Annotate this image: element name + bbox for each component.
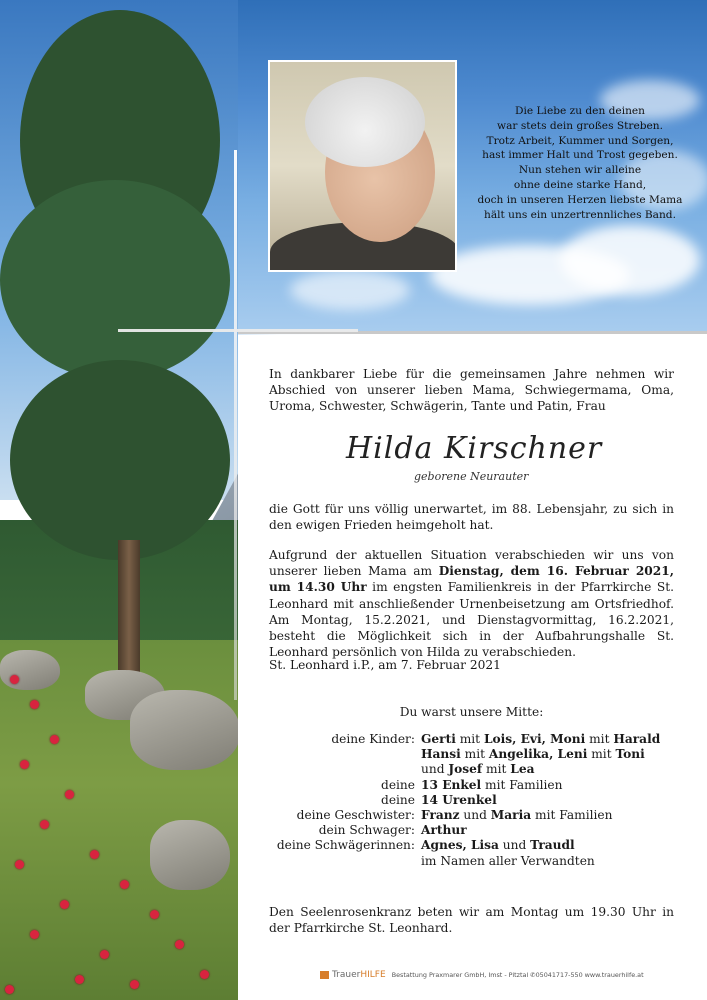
family-row	[269, 732, 660, 747]
farewell-date: Dienstag, dem 16. Februar 2021, um 14.30 Uhr	[269, 564, 674, 595]
family-row	[269, 747, 660, 762]
place-date: St. Leonhard i.P., am 7. Februar 2021	[269, 658, 501, 672]
rock	[0, 650, 60, 690]
family-row	[269, 808, 660, 823]
family-names: im Namen aller Verwandten	[421, 853, 595, 868]
farewell-text	[269, 547, 674, 660]
footer	[320, 970, 644, 980]
farewell-part: im engsten Familienkreis in der Pfarrkirche St. Leonhard mit anschließender Urnenbeisetzung am Ortsfriedhof. Am Montag, 15.2.2021, und Dienstagvormittag, 16.2.2021, besteht die Möglichkeit sich in der Aufbahrungshalle St. Leonhard persönlich von Hilda zu verabschieden.	[269, 580, 674, 660]
portrait-photo	[268, 60, 457, 272]
poem-line: hast immer Halt und Trost gegeben.	[482, 149, 678, 162]
poem-line: war stets dein großes Streben.	[497, 119, 663, 132]
cross-horizontal	[118, 329, 358, 332]
family-row	[269, 762, 660, 777]
mitte-heading: Du warst unsere Mitte:	[399, 705, 544, 719]
relation-label: deine Kinder:	[331, 732, 415, 746]
relation-label: deine	[381, 777, 415, 792]
family-row	[269, 854, 660, 869]
cross-vertical	[234, 150, 237, 700]
family-names: 13 Enkel mit Familien	[421, 777, 563, 792]
tree-trunk	[118, 540, 140, 680]
rock	[150, 820, 230, 890]
tree-crown	[10, 360, 230, 560]
poem-line: doch in unseren Herzen liebste Mama	[477, 193, 683, 206]
family-row	[269, 793, 660, 808]
tree-crown	[0, 180, 230, 380]
farewell-part: Aufgrund der aktuellen Situation verabschieden wir uns von unserer lieben Mama am	[269, 548, 674, 579]
poem-line: Die Liebe zu den deinen	[515, 105, 645, 117]
trauerhilfe-logo-icon	[320, 971, 329, 979]
family-row	[269, 838, 660, 853]
rock	[130, 690, 238, 770]
relation-label: deine	[381, 792, 415, 807]
poem-line: Trotz Arbeit, Kummer und Sorgen,	[486, 134, 674, 147]
passing-text: die Gott für uns völlig unerwartet, im 88. Lebensjahr, zu sich in den ewigen Frieden heimgeholt hat.	[269, 502, 674, 533]
poem-line: hält uns ein unzertrennliches Band.	[484, 208, 676, 221]
portrait-hair	[305, 77, 425, 167]
relation-label: dein Schwager:	[318, 823, 415, 838]
family-names: 14 Urenkel	[421, 792, 497, 807]
family-row	[269, 778, 660, 793]
family-names: Arthur	[421, 823, 467, 838]
deceased-name: Hilda Kirschner	[346, 431, 603, 466]
cloud	[290, 270, 410, 310]
family-list	[269, 732, 660, 869]
relation-label: deine Schwägerinnen:	[276, 838, 415, 853]
poem-line: Nun stehen wir alleine	[518, 164, 642, 177]
intro-text: In dankbarer Liebe für die gemeinsamen Jahre nehmen wir Abschied von unserer lieben Mama, Schwiegermama, Oma, Uroma, Schwester, Schwägerin, Tante und Patin, Frau	[269, 367, 674, 414]
family-names: Gerti mit Lois, Evi, Moni mit Harald	[421, 732, 661, 746]
family-names: und Josef mit Lea	[421, 762, 535, 777]
birth-name: geborene Neurauter	[414, 470, 529, 483]
family-row	[269, 823, 660, 838]
family-names: Agnes, Lisa und Traudl	[421, 838, 575, 853]
brand-name: TrauerHILFE	[332, 970, 386, 980]
rosary-text: Den Seelenrosenkranz beten wir am Montag um 19.30 Uhr in der Pfarrkirche St. Leonhard.	[269, 905, 674, 936]
footer-info: Bestattung Praxmarer GmbH, Imst - Pitztal ✆05041717-550 www.trauerhilfe.at	[391, 971, 644, 979]
family-names: Franz und Maria mit Familien	[421, 808, 613, 823]
poem	[470, 104, 690, 222]
landscape-photo	[0, 0, 238, 1000]
cloud	[560, 225, 700, 295]
family-names: Hansi mit Angelika, Leni mit Toni	[421, 747, 645, 762]
relation-label: deine Geschwister:	[296, 808, 415, 823]
poem-line: ohne deine starke Hand,	[513, 178, 647, 191]
